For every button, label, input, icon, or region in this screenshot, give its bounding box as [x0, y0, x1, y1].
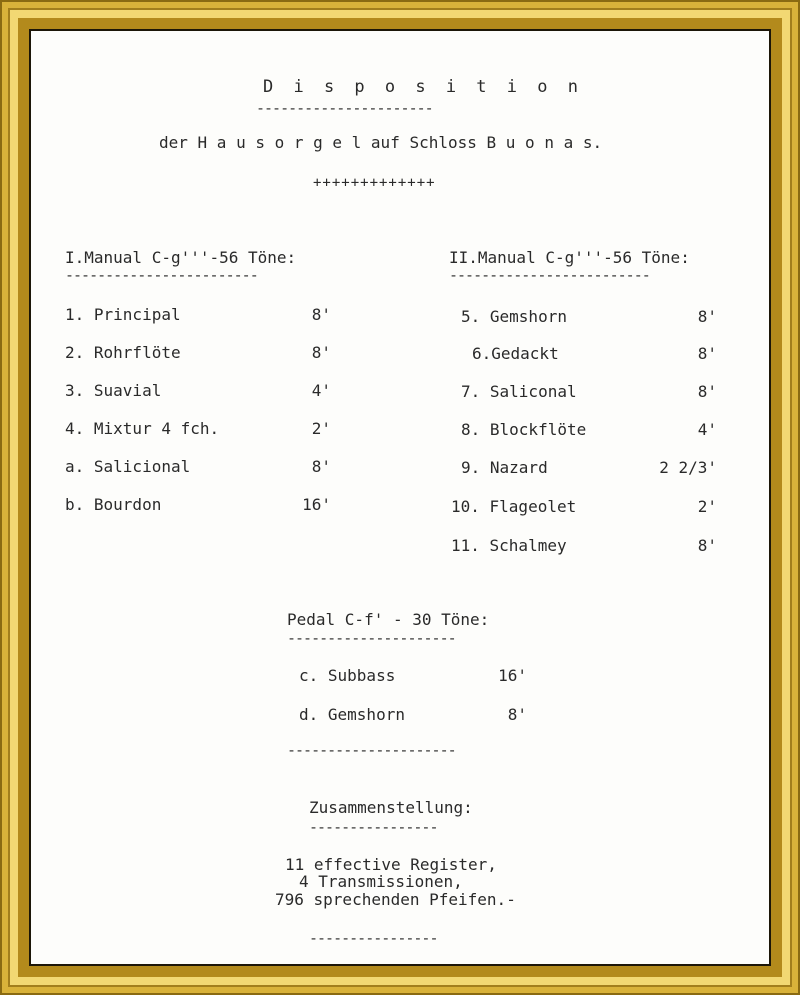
- manual2-register-name: 10. Flageolet: [451, 497, 577, 516]
- manual2-register-name: 11. Schalmey: [451, 536, 567, 555]
- title-underline: ----------------------: [256, 99, 433, 117]
- manual2-register-name: 6.Gedackt: [472, 344, 559, 363]
- manual2-register-name: 8. Blockflöte: [461, 420, 587, 439]
- manual2-register-foot: 8': [697, 382, 717, 401]
- manual1-register-foot: 4': [311, 381, 331, 400]
- summary-heading: Zusammenstellung:: [309, 798, 473, 817]
- manual2-underline: -------------------------: [449, 266, 650, 284]
- manual1-register-foot: 8': [311, 457, 331, 476]
- summary-underline: ----------------: [309, 818, 438, 836]
- manual1-register-foot: 16': [302, 495, 331, 514]
- manual2-register-foot: 8': [697, 344, 717, 363]
- manual2-register-foot: 2': [697, 497, 717, 516]
- manual2-register-name: 5. Gemshorn: [461, 307, 567, 326]
- pedal-closing-rule: ---------------------: [287, 741, 456, 759]
- manual1-register-name: 4. Mixtur 4 fch.: [65, 419, 220, 438]
- pedal-register-name: c. Subbass: [299, 666, 396, 685]
- manual2-register-foot: 4': [697, 420, 717, 439]
- manual1-register-name: b. Bourdon: [65, 495, 162, 514]
- manual1-register-foot: 8': [311, 343, 331, 362]
- pedal-register-name: d. Gemshorn: [299, 705, 405, 724]
- manual1-heading: I.Manual C-g'''-56 Töne:: [65, 248, 297, 267]
- manual1-register-name: 1. Principal: [65, 305, 181, 324]
- pedal-underline: ---------------------: [287, 629, 456, 647]
- pedal-heading: Pedal C-f' - 30 Töne:: [287, 610, 490, 629]
- manual1-register-name: 2. Rohrflöte: [65, 343, 181, 362]
- summary-line: 4 Transmissionen,: [299, 872, 463, 891]
- manual1-register-foot: 8': [311, 305, 331, 324]
- plus-separator: +++++++++++++: [313, 175, 436, 191]
- manual1-register-name: a. Salicional: [65, 457, 191, 476]
- manual2-heading: II.Manual C-g'''-56 Töne:: [449, 248, 690, 267]
- typed-document-page: [29, 29, 771, 966]
- document-subtitle: der H a u s o r g e l auf Schloss B u o n a s.: [159, 133, 603, 152]
- manual2-register-foot: 2 2/3': [659, 458, 717, 477]
- manual1-register-foot: 2': [311, 419, 331, 438]
- pedal-register-foot: 8': [507, 705, 527, 724]
- summary-line: 11 effective Register,: [285, 855, 497, 874]
- pedal-register-foot: 16': [498, 666, 527, 685]
- manual2-register-name: 7. Saliconal: [461, 382, 577, 401]
- manual2-register-foot: 8': [697, 536, 717, 555]
- manual1-register-name: 3. Suavial: [65, 381, 162, 400]
- manual1-underline: ------------------------: [65, 266, 258, 284]
- summary-line: 796 sprechenden Pfeifen.-: [275, 890, 516, 909]
- summary-closing-rule: ----------------: [309, 929, 438, 947]
- document-title: D i s p o s i t i o n: [263, 77, 583, 97]
- manual2-register-foot: 8': [697, 307, 717, 326]
- manual2-register-name: 9. Nazard: [461, 458, 548, 477]
